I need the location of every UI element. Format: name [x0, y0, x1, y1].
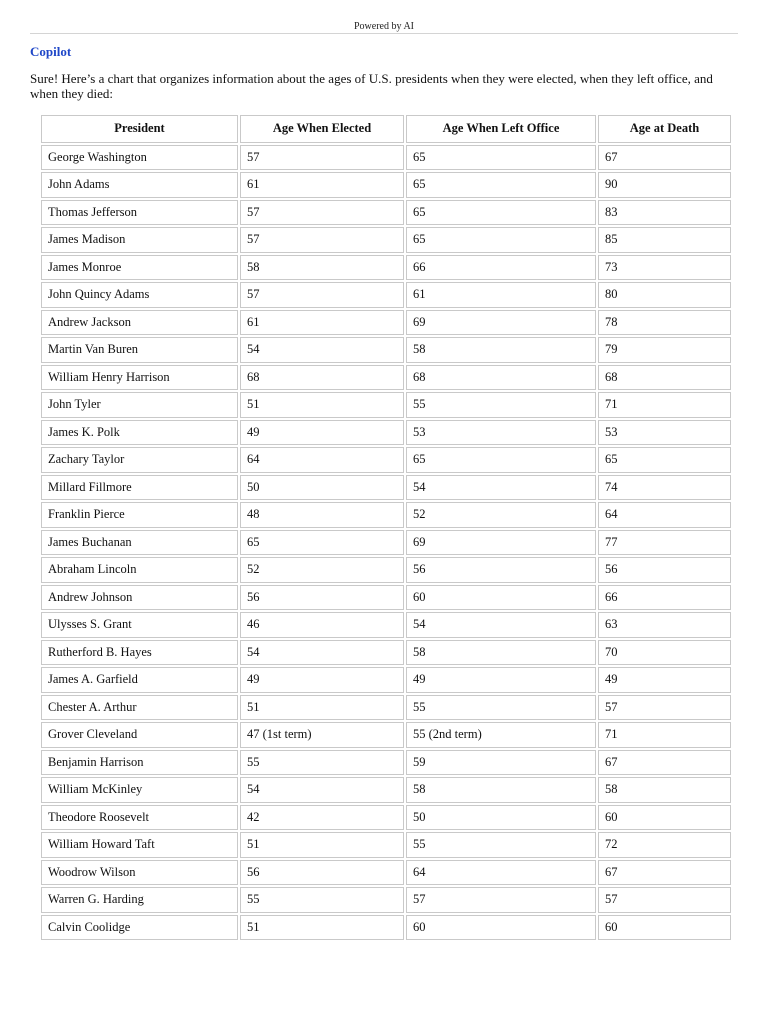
- table-row: [41, 915, 731, 941]
- cell-age-elected: 68: [240, 365, 404, 391]
- cell-age-left-office: 55: [406, 392, 596, 418]
- cell-president: James Madison: [41, 227, 238, 253]
- cell-age-at-death: 74: [598, 475, 731, 501]
- cell-president: George Washington: [41, 145, 238, 171]
- table-row: [41, 475, 731, 501]
- cell-age-at-death: 67: [598, 145, 731, 171]
- cell-president: Grover Cleveland: [41, 722, 238, 748]
- table-row: [41, 695, 731, 721]
- table-row: [41, 612, 731, 638]
- table-row: [41, 172, 731, 198]
- cell-age-at-death: 60: [598, 915, 731, 941]
- cell-age-left-office: 55: [406, 695, 596, 721]
- cell-president: John Tyler: [41, 392, 238, 418]
- table-body: [41, 145, 731, 941]
- cell-age-elected: 64: [240, 447, 404, 473]
- cell-age-elected: 46: [240, 612, 404, 638]
- cell-age-at-death: 64: [598, 502, 731, 528]
- presidents-age-table: [39, 113, 733, 942]
- cell-age-left-office: 53: [406, 420, 596, 446]
- cell-age-elected: 51: [240, 832, 404, 858]
- cell-age-at-death: 56: [598, 557, 731, 583]
- cell-president: Benjamin Harrison: [41, 750, 238, 776]
- table-row: [41, 805, 731, 831]
- cell-president: John Adams: [41, 172, 238, 198]
- cell-president: Martin Van Buren: [41, 337, 238, 363]
- cell-age-elected: 61: [240, 172, 404, 198]
- cell-age-elected: 57: [240, 200, 404, 226]
- cell-president: Chester A. Arthur: [41, 695, 238, 721]
- table-row: [41, 227, 731, 253]
- cell-president: William Henry Harrison: [41, 365, 238, 391]
- cell-age-elected: 57: [240, 282, 404, 308]
- cell-president: Thomas Jefferson: [41, 200, 238, 226]
- cell-age-elected: 56: [240, 585, 404, 611]
- cell-age-left-office: 65: [406, 227, 596, 253]
- cell-age-elected: 54: [240, 777, 404, 803]
- cell-president: Calvin Coolidge: [41, 915, 238, 941]
- cell-age-at-death: 78: [598, 310, 731, 336]
- table-row: [41, 557, 731, 583]
- cell-age-at-death: 57: [598, 695, 731, 721]
- column-header-age-at-death: Age at Death: [598, 115, 731, 143]
- cell-president: Andrew Johnson: [41, 585, 238, 611]
- cell-age-left-office: 52: [406, 502, 596, 528]
- cell-age-elected: 61: [240, 310, 404, 336]
- cell-age-at-death: 80: [598, 282, 731, 308]
- cell-age-elected: 49: [240, 667, 404, 693]
- table-row: [41, 337, 731, 363]
- cell-president: Andrew Jackson: [41, 310, 238, 336]
- table-row: [41, 145, 731, 171]
- cell-age-left-office: 60: [406, 585, 596, 611]
- cell-age-left-office: 56: [406, 557, 596, 583]
- cell-president: John Quincy Adams: [41, 282, 238, 308]
- cell-age-at-death: 85: [598, 227, 731, 253]
- cell-age-at-death: 60: [598, 805, 731, 831]
- cell-age-elected: 51: [240, 695, 404, 721]
- cell-age-left-office: 54: [406, 475, 596, 501]
- cell-age-left-office: 58: [406, 337, 596, 363]
- cell-president: Warren G. Harding: [41, 887, 238, 913]
- cell-age-left-office: 66: [406, 255, 596, 281]
- cell-age-elected: 57: [240, 145, 404, 171]
- cell-president: Theodore Roosevelt: [41, 805, 238, 831]
- cell-age-left-office: 58: [406, 640, 596, 666]
- column-header-age-left-office: Age When Left Office: [406, 115, 596, 143]
- cell-age-at-death: 53: [598, 420, 731, 446]
- cell-president: James K. Polk: [41, 420, 238, 446]
- cell-president: Abraham Lincoln: [41, 557, 238, 583]
- cell-age-elected: 51: [240, 392, 404, 418]
- cell-age-at-death: 68: [598, 365, 731, 391]
- cell-age-left-office: 68: [406, 365, 596, 391]
- cell-age-elected: 49: [240, 420, 404, 446]
- cell-age-elected: 54: [240, 337, 404, 363]
- cell-age-at-death: 66: [598, 585, 731, 611]
- table-row: [41, 255, 731, 281]
- cell-age-left-office: 65: [406, 172, 596, 198]
- cell-president: Franklin Pierce: [41, 502, 238, 528]
- cell-age-at-death: 70: [598, 640, 731, 666]
- cell-age-left-office: 57: [406, 887, 596, 913]
- cell-age-elected: 57: [240, 227, 404, 253]
- cell-age-at-death: 71: [598, 722, 731, 748]
- cell-age-at-death: 79: [598, 337, 731, 363]
- table-header-row: [41, 115, 731, 143]
- table-row: [41, 502, 731, 528]
- cell-age-at-death: 57: [598, 887, 731, 913]
- table-row: [41, 310, 731, 336]
- column-header-president: President: [41, 115, 238, 143]
- cell-president: Millard Fillmore: [41, 475, 238, 501]
- cell-age-at-death: 65: [598, 447, 731, 473]
- column-header-age-elected: Age When Elected: [240, 115, 404, 143]
- cell-age-at-death: 71: [598, 392, 731, 418]
- cell-age-at-death: 58: [598, 777, 731, 803]
- cell-age-at-death: 72: [598, 832, 731, 858]
- table-row: [41, 777, 731, 803]
- cell-age-left-office: 50: [406, 805, 596, 831]
- cell-age-at-death: 73: [598, 255, 731, 281]
- cell-age-left-office: 54: [406, 612, 596, 638]
- cell-age-left-office: 60: [406, 915, 596, 941]
- cell-age-at-death: 67: [598, 860, 731, 886]
- cell-age-left-office: 69: [406, 310, 596, 336]
- cell-age-elected: 54: [240, 640, 404, 666]
- table-row: [41, 860, 731, 886]
- cell-age-at-death: 63: [598, 612, 731, 638]
- table-row: [41, 722, 731, 748]
- table-row: [41, 640, 731, 666]
- cell-president: William McKinley: [41, 777, 238, 803]
- cell-age-left-office: 65: [406, 447, 596, 473]
- cell-president: Ulysses S. Grant: [41, 612, 238, 638]
- table-row: [41, 585, 731, 611]
- cell-president: James A. Garfield: [41, 667, 238, 693]
- cell-age-elected: 55: [240, 887, 404, 913]
- table-row: [41, 200, 731, 226]
- table-row: [41, 667, 731, 693]
- cell-age-elected: 47 (1st term): [240, 722, 404, 748]
- cell-president: Rutherford B. Hayes: [41, 640, 238, 666]
- cell-age-left-office: 55: [406, 832, 596, 858]
- message-intro: Sure! Here’s a chart that organizes information about the ages of U.S. presidents when they were elected, when they left office, and when they died:: [30, 71, 713, 101]
- table-row: [41, 365, 731, 391]
- cell-age-left-office: 61: [406, 282, 596, 308]
- cell-age-left-office: 55 (2nd term): [406, 722, 596, 748]
- cell-age-left-office: 69: [406, 530, 596, 556]
- table-row: [41, 392, 731, 418]
- cell-age-left-office: 58: [406, 777, 596, 803]
- cell-president: James Monroe: [41, 255, 238, 281]
- table-row: [41, 282, 731, 308]
- table-row: [41, 420, 731, 446]
- sender-name: Copilot: [30, 44, 72, 59]
- cell-age-left-office: 64: [406, 860, 596, 886]
- cell-age-elected: 52: [240, 557, 404, 583]
- table-row: [41, 530, 731, 556]
- cell-age-elected: 56: [240, 860, 404, 886]
- cell-age-elected: 65: [240, 530, 404, 556]
- cell-age-elected: 48: [240, 502, 404, 528]
- table-row: [41, 832, 731, 858]
- cell-age-left-office: 65: [406, 145, 596, 171]
- cell-age-left-office: 49: [406, 667, 596, 693]
- table-row: [41, 447, 731, 473]
- cell-age-at-death: 77: [598, 530, 731, 556]
- table-row: [41, 750, 731, 776]
- cell-president: Zachary Taylor: [41, 447, 238, 473]
- cell-age-at-death: 90: [598, 172, 731, 198]
- cell-age-elected: 42: [240, 805, 404, 831]
- powered-by-label: Powered by AI: [30, 20, 738, 34]
- cell-president: Woodrow Wilson: [41, 860, 238, 886]
- cell-age-elected: 50: [240, 475, 404, 501]
- cell-age-elected: 51: [240, 915, 404, 941]
- cell-age-at-death: 49: [598, 667, 731, 693]
- cell-age-left-office: 59: [406, 750, 596, 776]
- cell-age-at-death: 67: [598, 750, 731, 776]
- cell-president: James Buchanan: [41, 530, 238, 556]
- cell-president: William Howard Taft: [41, 832, 238, 858]
- cell-age-elected: 55: [240, 750, 404, 776]
- cell-age-at-death: 83: [598, 200, 731, 226]
- table-row: [41, 887, 731, 913]
- cell-age-elected: 58: [240, 255, 404, 281]
- cell-age-left-office: 65: [406, 200, 596, 226]
